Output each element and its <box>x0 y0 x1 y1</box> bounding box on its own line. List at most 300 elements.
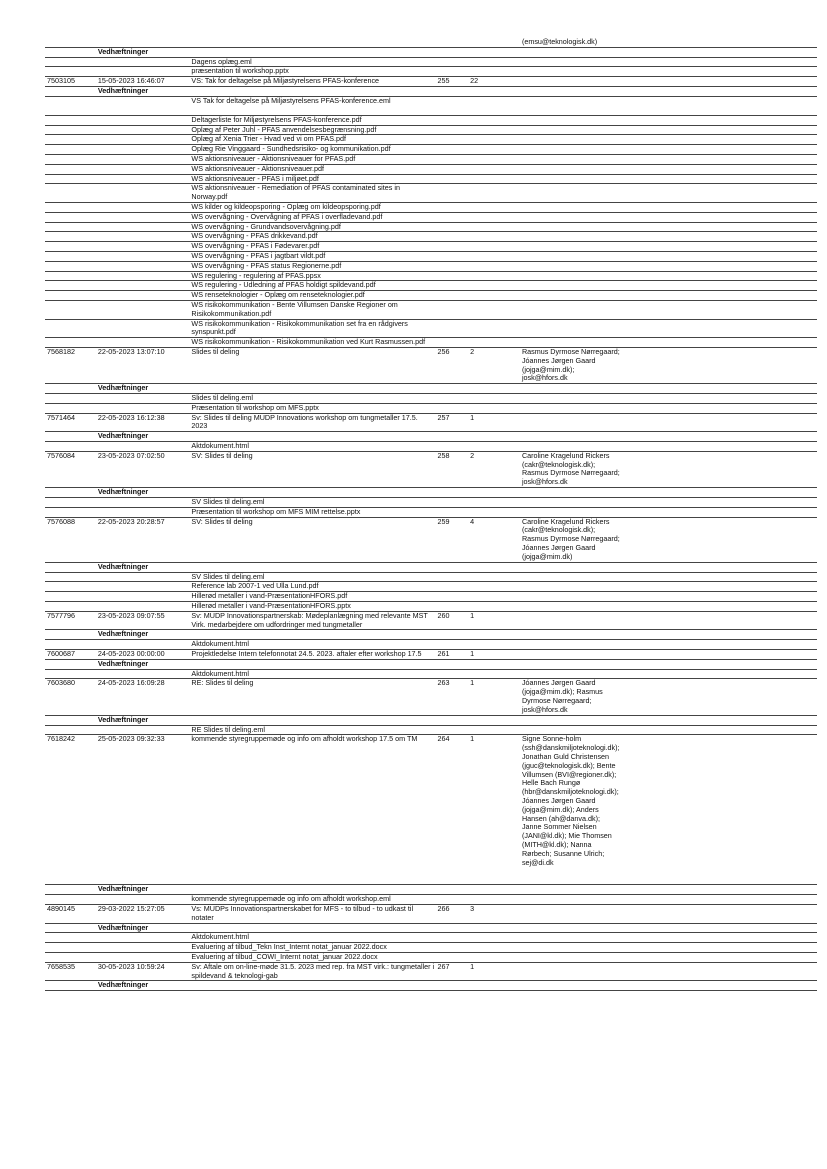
empty-cell <box>468 338 520 348</box>
empty-cell <box>96 202 190 212</box>
empty-cell <box>468 300 520 319</box>
empty-cell <box>520 394 817 404</box>
attachment-row <box>45 507 817 517</box>
empty-cell <box>436 923 469 933</box>
attachment-count: 1 <box>468 962 520 981</box>
document-number: 256 <box>436 347 469 383</box>
empty-cell <box>436 251 469 261</box>
document-page <box>45 38 817 991</box>
empty-cell <box>436 442 469 452</box>
empty-cell <box>520 895 817 905</box>
empty-cell <box>436 261 469 271</box>
attachment-count: 4 <box>468 517 520 562</box>
empty-cell <box>468 202 520 212</box>
empty-cell <box>520 384 817 394</box>
recipient-line: Jóannes Jørgen Gaard <box>521 678 596 688</box>
document-row <box>45 679 817 715</box>
empty-cell <box>45 164 96 174</box>
attachments-header-row <box>45 86 817 96</box>
empty-cell <box>45 659 96 669</box>
empty-cell <box>468 442 520 452</box>
empty-cell <box>436 885 469 895</box>
document-number: 261 <box>436 650 469 660</box>
empty-cell <box>436 498 469 508</box>
empty-cell <box>520 640 817 650</box>
recipient-line: (ssh@danskmiljoteknologi.dk); <box>521 743 620 753</box>
document-number: 257 <box>436 413 469 432</box>
attachment-row <box>45 135 817 145</box>
attachment-filename: SV Slides til deling.eml <box>189 572 435 582</box>
attachment-filename: Evaluering af tilbud_COWI_Internt notat_januar 2022.docx <box>189 952 435 962</box>
empty-cell <box>520 602 817 612</box>
recipient-line: Dyrmose Nørregaard; <box>521 696 592 705</box>
document-date: 30-05-2023 10:59:24 <box>96 962 190 981</box>
document-row <box>45 904 817 923</box>
attachment-filename: Dagens oplæg.eml <box>189 57 435 67</box>
recipient-line: josk@hfors.dk <box>521 704 568 714</box>
empty-cell <box>520 981 817 991</box>
empty-cell <box>520 943 817 953</box>
recipient-line: Signe Sonne-holm <box>521 734 582 744</box>
empty-cell <box>468 271 520 281</box>
empty-cell <box>45 394 96 404</box>
empty-cell <box>436 115 469 125</box>
document-date: 22-05-2023 16:12:38 <box>96 413 190 432</box>
empty-cell <box>45 384 96 394</box>
empty-cell <box>436 212 469 222</box>
empty-cell <box>436 271 469 281</box>
attachment-count: 1 <box>468 650 520 660</box>
attachment-row <box>45 952 817 962</box>
empty-cell <box>520 154 817 164</box>
journal-table <box>45 38 817 991</box>
document-date: 29-03-2022 15:27:05 <box>96 904 190 923</box>
empty-cell <box>45 291 96 301</box>
empty-cell <box>45 507 96 517</box>
empty-cell <box>436 86 469 96</box>
recipients <box>520 347 817 383</box>
empty-cell <box>45 47 96 57</box>
empty-cell <box>45 154 96 164</box>
empty-cell <box>96 135 190 145</box>
document-date: 23-05-2023 07:02:50 <box>96 451 190 487</box>
attachment-filename: WS risikokommunikation - Risikokommunikation set fra en rådgivers synspunkt.pdf <box>189 319 435 338</box>
attachment-filename: Oplæg af Xenia Trier - Hvad ved vi om PFAS.pdf <box>189 135 435 145</box>
attachment-filename: præsentation til workshop.pptx <box>189 67 435 77</box>
document-row <box>45 962 817 981</box>
document-id: 7603680 <box>45 679 96 715</box>
empty-cell <box>520 125 817 135</box>
recipients <box>520 650 817 660</box>
empty-cell <box>45 202 96 212</box>
empty-cell <box>436 222 469 232</box>
document-row <box>45 611 817 630</box>
attachment-row <box>45 57 817 67</box>
empty-cell <box>96 338 190 348</box>
empty-cell <box>468 242 520 252</box>
empty-cell <box>520 57 817 67</box>
empty-cell <box>520 572 817 582</box>
empty-cell <box>520 67 817 77</box>
attachments-label: Vedhæftninger <box>96 488 190 498</box>
empty-cell <box>520 562 817 572</box>
empty-cell <box>436 96 469 115</box>
document-number: 267 <box>436 962 469 981</box>
attachment-count: 1 <box>468 611 520 630</box>
recipient-line: Villumsen (BVI@regioner.dk); <box>521 769 617 779</box>
attachment-row <box>45 222 817 232</box>
empty-cell <box>520 715 817 725</box>
empty-cell <box>189 86 435 96</box>
recipient-line: josk@hfors.dk <box>521 477 568 487</box>
recipient-line: Rasmus Dyrmose Nørregaard; <box>521 534 620 544</box>
empty-cell <box>468 281 520 291</box>
empty-cell <box>96 291 190 301</box>
empty-cell <box>436 952 469 962</box>
empty-cell <box>45 630 96 640</box>
empty-cell <box>96 300 190 319</box>
empty-cell <box>520 174 817 184</box>
document-id <box>45 38 96 47</box>
document-id: 7577796 <box>45 611 96 630</box>
empty-cell <box>468 115 520 125</box>
document-row <box>45 451 817 487</box>
attachment-filename: Aktdokument.html <box>189 442 435 452</box>
empty-cell <box>96 184 190 203</box>
document-id: 7576084 <box>45 451 96 487</box>
empty-cell <box>45 271 96 281</box>
attachment-row <box>45 184 817 203</box>
empty-cell <box>520 47 817 57</box>
empty-cell <box>96 507 190 517</box>
empty-cell <box>520 291 817 301</box>
empty-cell <box>96 442 190 452</box>
empty-cell <box>45 222 96 232</box>
empty-cell <box>45 592 96 602</box>
empty-cell <box>520 281 817 291</box>
attachment-row <box>45 154 817 164</box>
empty-cell <box>45 86 96 96</box>
recipient-line: (jojga@mim.dk); Rasmus <box>521 687 603 697</box>
attachment-count: 2 <box>468 347 520 383</box>
empty-cell <box>468 222 520 232</box>
attachment-filename: WS overvågning - Grundvandsovervågning.pdf <box>189 222 435 232</box>
empty-cell <box>468 640 520 650</box>
empty-cell <box>520 202 817 212</box>
empty-cell <box>436 174 469 184</box>
empty-cell <box>96 251 190 261</box>
recipients <box>520 451 817 487</box>
recipients <box>520 611 817 630</box>
empty-cell <box>520 115 817 125</box>
empty-cell <box>96 403 190 413</box>
empty-cell <box>468 135 520 145</box>
empty-cell <box>468 498 520 508</box>
attachment-row <box>45 164 817 174</box>
attachment-filename: WS renseteknologier - Oplæg om renseteknologier.pdf <box>189 291 435 301</box>
empty-cell <box>468 291 520 301</box>
attachment-filename: Evaluering af tilbud_Tekn Inst_Internt notat_januar 2022.docx <box>189 943 435 953</box>
document-id: 7568182 <box>45 347 96 383</box>
attachment-row <box>45 261 817 271</box>
empty-cell <box>96 232 190 242</box>
empty-cell <box>468 261 520 271</box>
empty-cell <box>96 174 190 184</box>
empty-cell <box>45 251 96 261</box>
document-number <box>436 38 469 47</box>
empty-cell <box>436 164 469 174</box>
journal-table-body <box>45 38 817 991</box>
attachment-filename: RE Slides til deling.eml <box>189 725 435 735</box>
empty-cell <box>96 57 190 67</box>
attachment-row <box>45 572 817 582</box>
attachment-row <box>45 338 817 348</box>
empty-cell <box>468 659 520 669</box>
empty-cell <box>520 232 817 242</box>
empty-cell <box>45 895 96 905</box>
empty-cell <box>436 202 469 212</box>
empty-cell <box>436 242 469 252</box>
attachment-row <box>45 115 817 125</box>
empty-cell <box>520 923 817 933</box>
empty-cell <box>436 125 469 135</box>
empty-cell <box>468 125 520 135</box>
recipients <box>520 962 817 981</box>
attachment-filename: Hillerød metaller i vand-PræsentationHFORS.pptx <box>189 602 435 612</box>
empty-cell <box>468 212 520 222</box>
attachment-count: 1 <box>468 735 520 885</box>
empty-cell <box>189 488 435 498</box>
document-id: 7600687 <box>45 650 96 660</box>
empty-cell <box>468 952 520 962</box>
attachment-filename: WS aktionsniveauer - Remediation of PFAS contaminated sites in Norway.pdf <box>189 184 435 203</box>
empty-cell <box>45 338 96 348</box>
empty-cell <box>96 933 190 943</box>
empty-cell <box>436 943 469 953</box>
attachment-row <box>45 319 817 338</box>
attachment-filename: WS risikokommunikation - Risikokommunikation ved Kurt Rasmussen.pdf <box>189 338 435 348</box>
document-subject: RE: Slides til deling <box>189 679 435 715</box>
recipient-line: (jojga@mim.dk); <box>521 364 575 374</box>
recipient-line: (jguc@teknologisk.dk); Bente <box>521 760 616 770</box>
empty-cell <box>96 261 190 271</box>
recipient-line: Jóannes Jørgen Gaard <box>521 795 596 805</box>
empty-cell <box>96 145 190 155</box>
document-row <box>45 77 817 87</box>
recipients <box>520 904 817 923</box>
document-id: 7658535 <box>45 962 96 981</box>
attachments-label: Vedhæftninger <box>96 630 190 640</box>
empty-cell <box>520 630 817 640</box>
empty-cell <box>468 403 520 413</box>
attachment-row <box>45 442 817 452</box>
empty-cell <box>45 933 96 943</box>
document-date: 24-05-2023 00:00:00 <box>96 650 190 660</box>
empty-cell <box>436 154 469 164</box>
attachment-filename: Aktdokument.html <box>189 933 435 943</box>
empty-cell <box>45 115 96 125</box>
empty-cell <box>468 154 520 164</box>
attachment-filename: Oplæg Rie Vinggaard - Sundhedsrisiko- og kommunikation.pdf <box>189 145 435 155</box>
empty-cell <box>468 86 520 96</box>
attachment-count: 3 <box>468 904 520 923</box>
empty-cell <box>45 981 96 991</box>
attachments-header-row <box>45 715 817 725</box>
empty-cell <box>520 488 817 498</box>
empty-cell <box>520 432 817 442</box>
attachment-row <box>45 232 817 242</box>
document-date: 25-05-2023 09:32:33 <box>96 735 190 885</box>
document-date: 22-05-2023 13:07:10 <box>96 347 190 383</box>
empty-cell <box>436 300 469 319</box>
attachment-filename: WS overvågning - PFAS drikkevand.pdf <box>189 232 435 242</box>
document-date: 15-05-2023 16:46:07 <box>96 77 190 87</box>
recipient-line: (jojga@mim.dk) <box>521 551 573 561</box>
empty-cell <box>468 562 520 572</box>
recipient-continuation-row <box>45 38 817 47</box>
empty-cell <box>520 184 817 203</box>
empty-cell <box>45 582 96 592</box>
empty-cell <box>96 281 190 291</box>
empty-cell <box>436 403 469 413</box>
attachment-filename: WS regulering - regulering af PFAS.ppsx <box>189 271 435 281</box>
empty-cell <box>520 442 817 452</box>
empty-cell <box>436 232 469 242</box>
attachments-label: Vedhæftninger <box>96 659 190 669</box>
empty-cell <box>468 57 520 67</box>
attachment-row <box>45 582 817 592</box>
attachment-filename: Aktdokument.html <box>189 669 435 679</box>
empty-cell <box>436 507 469 517</box>
empty-cell <box>45 261 96 271</box>
empty-cell <box>96 943 190 953</box>
attachment-filename: WS overvågning - PFAS status Regionerne.pdf <box>189 261 435 271</box>
attachments-label: Vedhæftninger <box>96 432 190 442</box>
empty-cell <box>520 338 817 348</box>
attachment-row <box>45 174 817 184</box>
attachment-count: 22 <box>468 77 520 87</box>
attachments-header-row <box>45 562 817 572</box>
recipient-line: Jóannes Jørgen Gaard <box>521 543 596 553</box>
recipient-line: Rasmus Dyrmose Nørregaard; <box>521 468 620 478</box>
empty-cell <box>468 394 520 404</box>
empty-cell <box>468 943 520 953</box>
attachment-row <box>45 125 817 135</box>
attachment-filename: WS overvågning - PFAS i Fødevarer.pdf <box>189 242 435 252</box>
attachments-label: Vedhæftninger <box>96 923 190 933</box>
recipient-line: Janne Sommer Nielsen <box>521 822 597 832</box>
empty-cell <box>436 394 469 404</box>
empty-cell <box>468 582 520 592</box>
empty-cell <box>45 403 96 413</box>
attachment-row <box>45 271 817 281</box>
document-id: 7571464 <box>45 413 96 432</box>
empty-cell <box>468 669 520 679</box>
attachment-row <box>45 933 817 943</box>
empty-cell <box>436 338 469 348</box>
empty-cell <box>436 319 469 338</box>
empty-cell <box>520 86 817 96</box>
empty-cell <box>96 582 190 592</box>
attachment-filename: WS aktionsniveauer - PFAS i miljøet.pdf <box>189 174 435 184</box>
document-subject: Vs: MUDPs Innovationspartnerskabet for MFS - to tilbud - to udkast til notater <box>189 904 435 923</box>
empty-cell <box>436 572 469 582</box>
attachment-filename: Slides til deling.eml <box>189 394 435 404</box>
empty-cell <box>520 592 817 602</box>
empty-cell <box>96 592 190 602</box>
empty-cell <box>468 96 520 115</box>
recipient-line: josk@hfors.dk <box>521 373 568 383</box>
document-id: 7503105 <box>45 77 96 87</box>
empty-cell <box>520 164 817 174</box>
document-number: 255 <box>436 77 469 87</box>
document-date <box>96 38 190 47</box>
empty-cell <box>45 319 96 338</box>
empty-cell <box>45 281 96 291</box>
empty-cell <box>45 135 96 145</box>
document-id: 7576088 <box>45 517 96 562</box>
empty-cell <box>436 715 469 725</box>
recipient-line: (cakr@teknologisk.dk); <box>521 525 596 535</box>
attachments-header-row <box>45 923 817 933</box>
empty-cell <box>45 602 96 612</box>
attachments-label: Vedhæftninger <box>96 86 190 96</box>
attachment-count: 1 <box>468 679 520 715</box>
empty-cell <box>520 135 817 145</box>
empty-cell <box>436 592 469 602</box>
attachment-row <box>45 394 817 404</box>
empty-cell <box>436 291 469 301</box>
empty-cell <box>468 602 520 612</box>
empty-cell <box>468 232 520 242</box>
empty-cell <box>436 57 469 67</box>
empty-cell <box>96 572 190 582</box>
recipient-line: Rørbech; Susanne Ulrich; <box>521 848 605 858</box>
recipient-line: Caroline Kragelund Rickers <box>521 450 610 460</box>
document-subject: Projektledelse Intern telefonnotat 24.5. 2023. aftaler efter workshop 17.5 <box>189 650 435 660</box>
attachment-filename: WS kilder og kildeopsporing - Oplæg om kildeopsporing.pdf <box>189 202 435 212</box>
attachment-filename: SV Slides til deling.eml <box>189 498 435 508</box>
document-date: 23-05-2023 09:07:55 <box>96 611 190 630</box>
empty-cell <box>45 442 96 452</box>
empty-cell <box>520 885 817 895</box>
document-subject: SV: Slides til deling <box>189 517 435 562</box>
empty-cell <box>45 232 96 242</box>
empty-cell <box>45 57 96 67</box>
empty-cell <box>520 507 817 517</box>
empty-cell <box>520 498 817 508</box>
document-id: 4890145 <box>45 904 96 923</box>
attachments-header-row <box>45 659 817 669</box>
attachments-label: Vedhæftninger <box>96 715 190 725</box>
empty-cell <box>436 582 469 592</box>
document-subject: kommende styregruppemøde og info om afholdt workshop 17.5 om TM <box>189 735 435 885</box>
attachments-header-row <box>45 384 817 394</box>
attachment-row <box>45 300 817 319</box>
attachment-filename: kommende styregruppemøde og info om afholdt workshop.eml <box>189 895 435 905</box>
attachment-filename: VS Tak for deltagelse på Miljøstyrelsens PFAS-konference.eml <box>189 96 435 115</box>
empty-cell <box>468 895 520 905</box>
empty-cell <box>520 582 817 592</box>
attachment-row <box>45 403 817 413</box>
empty-cell <box>96 319 190 338</box>
recipients <box>520 77 817 87</box>
empty-cell <box>96 602 190 612</box>
empty-cell <box>468 715 520 725</box>
attachments-header-row <box>45 630 817 640</box>
empty-cell <box>96 164 190 174</box>
attachment-filename: Reference lab 2007-1 ved Ulla Lund.pdf <box>189 582 435 592</box>
